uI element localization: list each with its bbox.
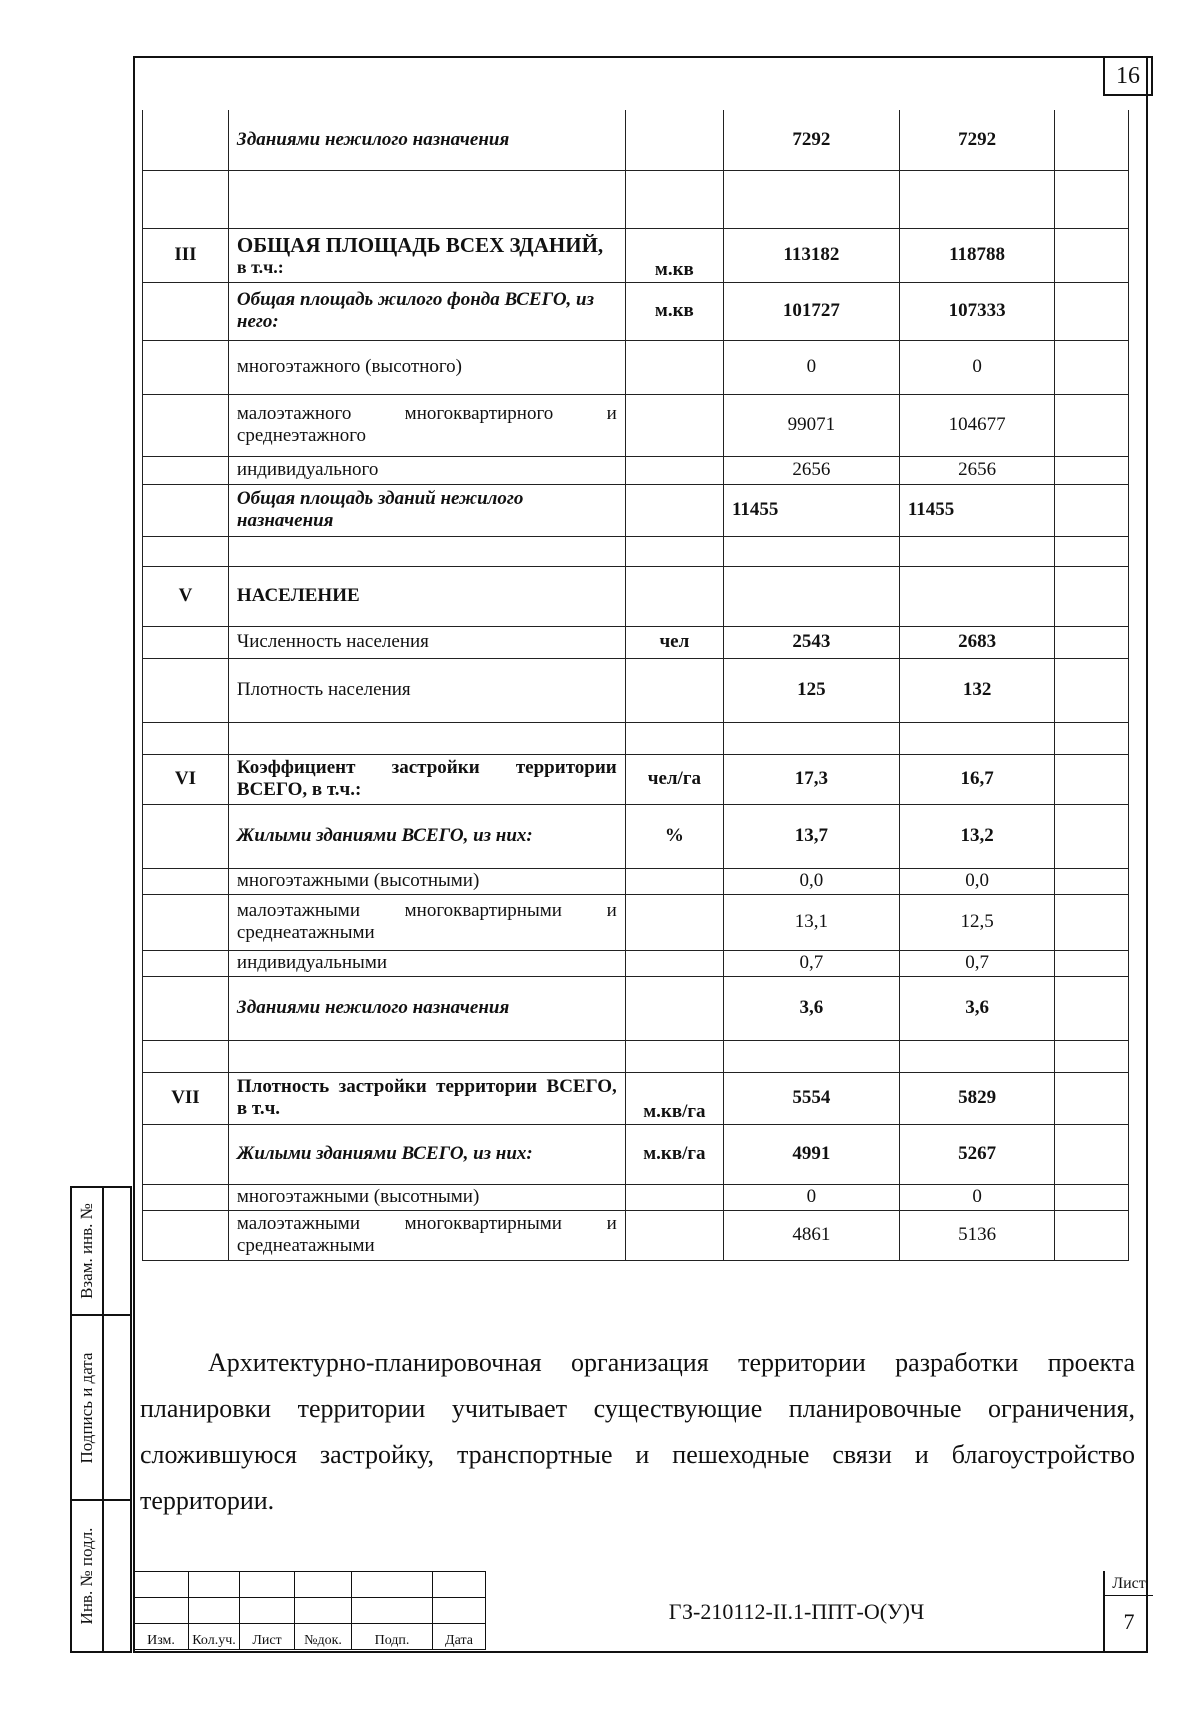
row-label-text: индивидуальными xyxy=(236,952,388,974)
row-label xyxy=(228,394,625,456)
row-unit xyxy=(625,394,723,456)
value-existing xyxy=(723,536,899,566)
value-note xyxy=(1055,804,1129,868)
row-unit xyxy=(625,110,723,170)
row-unit xyxy=(625,566,723,626)
value-design: 11455 xyxy=(899,484,1054,536)
row-unit xyxy=(625,1210,723,1260)
row-label xyxy=(228,228,625,282)
value-note xyxy=(1055,1040,1129,1072)
value-design: 7292 xyxy=(899,110,1054,170)
value-design: 0 xyxy=(899,340,1054,394)
row-label-text: многоэтажными (высотными) xyxy=(236,1186,480,1208)
table-row xyxy=(143,456,1129,484)
row-label xyxy=(228,976,625,1040)
value-existing: 99071 xyxy=(723,394,899,456)
row-label-text: Зданиями нежилого назначения xyxy=(236,128,510,150)
value-design: 5267 xyxy=(899,1124,1054,1184)
row-label xyxy=(228,626,625,658)
row-label-text: Коэффициент застройки территории ВСЕГО, в т.ч.: xyxy=(236,757,617,800)
value-design xyxy=(899,1040,1054,1072)
value-note xyxy=(1055,456,1129,484)
table-row xyxy=(143,894,1129,950)
row-label-text: малоэтажными многоквартирными и среднеатажными xyxy=(236,1213,617,1256)
table-row xyxy=(143,1040,1129,1072)
value-existing xyxy=(723,722,899,754)
table-row xyxy=(143,340,1129,394)
value-note xyxy=(1055,1124,1129,1184)
value-note xyxy=(1055,394,1129,456)
row-label-line1: ОБЩАЯ ПЛОЩАДЬ ВСЕХ ЗДАНИЙ, xyxy=(236,232,604,257)
row-label-text: Общая площадь зданий нежилого назначения xyxy=(236,488,524,531)
table-row xyxy=(143,1210,1129,1260)
value-design xyxy=(899,566,1054,626)
value-design: 118788 xyxy=(899,228,1054,282)
value-existing xyxy=(723,170,899,228)
value-note xyxy=(1055,1210,1129,1260)
row-unit xyxy=(625,950,723,976)
row-number xyxy=(143,340,229,394)
value-design: 5829 xyxy=(899,1072,1054,1124)
table-row xyxy=(143,484,1129,536)
row-unit: чел xyxy=(625,626,723,658)
row-label-line2: в т.ч.: xyxy=(236,256,284,277)
value-design: 5136 xyxy=(899,1210,1054,1260)
row-label xyxy=(228,868,625,894)
table-row xyxy=(143,868,1129,894)
row-label-text: малоэтажными многоквартирными и среднеатажными xyxy=(236,900,617,943)
row-label xyxy=(228,1124,625,1184)
value-design: 104677 xyxy=(899,394,1054,456)
row-unit xyxy=(625,658,723,722)
row-number: III xyxy=(143,228,229,282)
table-row xyxy=(143,976,1129,1040)
row-number xyxy=(143,976,229,1040)
row-unit: % xyxy=(625,804,723,868)
value-design: 0,0 xyxy=(899,868,1054,894)
row-label xyxy=(228,894,625,950)
value-existing: 0,0 xyxy=(723,868,899,894)
value-note xyxy=(1055,868,1129,894)
row-unit: м.кв xyxy=(625,228,723,282)
row-label-text: многоэтажными (высотными) xyxy=(236,870,480,892)
body-paragraph: Архитектурно-планировочная организация территории разработки проекта планировки территории учитывает существующие планировочные ограничения, сложившуюся застройку, транспортные и пешеходные связи и благоустройство территории. xyxy=(140,1348,1135,1515)
row-number: VI xyxy=(143,754,229,804)
value-existing: 113182 xyxy=(723,228,899,282)
row-label xyxy=(228,1184,625,1210)
table-row xyxy=(143,566,1129,626)
stamp-label-sheet: Лист xyxy=(240,1624,295,1650)
value-note xyxy=(1055,484,1129,536)
table-row xyxy=(143,950,1129,976)
row-unit xyxy=(625,976,723,1040)
value-existing: 13,1 xyxy=(723,894,899,950)
title-block xyxy=(133,1571,486,1650)
value-design: 107333 xyxy=(899,282,1054,340)
table-row xyxy=(143,228,1129,282)
row-unit xyxy=(625,170,723,228)
table-row xyxy=(143,626,1129,658)
table-row xyxy=(143,1124,1129,1184)
stamp-label-count: Кол.уч. xyxy=(189,1624,240,1650)
value-note xyxy=(1055,1072,1129,1124)
value-design: 2656 xyxy=(899,456,1054,484)
table-row xyxy=(143,804,1129,868)
table-row xyxy=(143,658,1129,722)
value-existing: 11455 xyxy=(723,484,899,536)
row-number xyxy=(143,110,229,170)
value-existing: 0 xyxy=(723,340,899,394)
value-design xyxy=(899,170,1054,228)
row-unit xyxy=(625,1040,723,1072)
table-row xyxy=(143,1184,1129,1210)
value-existing: 4991 xyxy=(723,1124,899,1184)
table-row xyxy=(143,282,1129,340)
value-note xyxy=(1055,340,1129,394)
row-number xyxy=(143,1124,229,1184)
value-design: 0,7 xyxy=(899,950,1054,976)
value-existing: 17,3 xyxy=(723,754,899,804)
row-number xyxy=(143,536,229,566)
value-note xyxy=(1055,950,1129,976)
row-label xyxy=(228,1210,625,1260)
value-existing: 2543 xyxy=(723,626,899,658)
value-existing xyxy=(723,1040,899,1072)
row-label xyxy=(228,536,625,566)
row-unit xyxy=(625,868,723,894)
value-note xyxy=(1055,754,1129,804)
value-design: 13,2 xyxy=(899,804,1054,868)
row-unit: м.кв/га xyxy=(625,1124,723,1184)
row-unit: м.кв xyxy=(625,282,723,340)
value-existing: 101727 xyxy=(723,282,899,340)
row-label xyxy=(228,754,625,804)
sheet-number: 7 xyxy=(1123,1609,1135,1634)
row-unit xyxy=(625,894,723,950)
value-existing: 13,7 xyxy=(723,804,899,868)
row-label xyxy=(228,340,625,394)
row-label-text: НАСЕЛЕНИЕ xyxy=(236,585,360,607)
row-label xyxy=(228,950,625,976)
row-number xyxy=(143,1184,229,1210)
row-number: VII xyxy=(143,1072,229,1124)
row-label xyxy=(228,456,625,484)
row-unit xyxy=(625,484,723,536)
value-note xyxy=(1055,1184,1129,1210)
side-cell-replace xyxy=(72,1188,130,1316)
value-note xyxy=(1055,282,1129,340)
row-label xyxy=(228,658,625,722)
table-row xyxy=(143,754,1129,804)
side-label-original: Инв. № подл. xyxy=(77,1527,96,1625)
value-existing: 7292 xyxy=(723,110,899,170)
row-label-text: Общая площадь жилого фонда ВСЕГО, из него: xyxy=(236,289,595,332)
stamp-label-sign: Подп. xyxy=(352,1624,433,1650)
row-label-text: Численность населения xyxy=(236,631,429,653)
value-note xyxy=(1055,536,1129,566)
value-note xyxy=(1055,110,1129,170)
document-code: ГЗ-210112-II.1-ППТ-О(У)Ч xyxy=(668,1599,925,1624)
row-label xyxy=(228,110,625,170)
table-row xyxy=(143,722,1129,754)
value-design: 16,7 xyxy=(899,754,1054,804)
value-design: 0 xyxy=(899,1184,1054,1210)
row-number xyxy=(143,804,229,868)
value-design xyxy=(899,722,1054,754)
value-note xyxy=(1055,170,1129,228)
row-unit xyxy=(625,722,723,754)
row-number xyxy=(143,282,229,340)
table-row xyxy=(143,1072,1129,1124)
row-number xyxy=(143,626,229,658)
row-number xyxy=(143,484,229,536)
side-cell-original xyxy=(72,1501,130,1651)
value-note xyxy=(1055,722,1129,754)
sheet-label: Лист xyxy=(1105,1575,1153,1596)
row-number xyxy=(143,658,229,722)
row-unit xyxy=(625,340,723,394)
row-label-text: малоэтажного многоквартирного и среднеэтажного xyxy=(236,403,617,446)
table-row xyxy=(143,110,1129,170)
side-label-replace: Взам. инв. № xyxy=(77,1203,96,1299)
page-number: 16 xyxy=(1103,56,1153,96)
row-unit xyxy=(625,456,723,484)
value-existing: 125 xyxy=(723,658,899,722)
value-existing: 0,7 xyxy=(723,950,899,976)
row-unit: м.кв/га xyxy=(625,1072,723,1124)
side-label-signature: Подпись и дата xyxy=(77,1352,96,1463)
row-label-text: Зданиями нежилого назначения xyxy=(236,997,510,1019)
row-label-text: многоэтажного (высотного) xyxy=(236,356,463,378)
value-note xyxy=(1055,228,1129,282)
row-label-text: Жилыми зданиями ВСЕГО, из них: xyxy=(236,1143,533,1165)
value-existing: 3,6 xyxy=(723,976,899,1040)
row-number xyxy=(143,394,229,456)
value-existing xyxy=(723,566,899,626)
row-label-text: Плотность населения xyxy=(236,679,411,701)
row-number xyxy=(143,170,229,228)
row-label xyxy=(228,804,625,868)
row-unit: чел/га xyxy=(625,754,723,804)
table-row xyxy=(143,536,1129,566)
side-cell-signature xyxy=(72,1316,130,1501)
indicators-table xyxy=(142,110,1129,1261)
row-number: V xyxy=(143,566,229,626)
row-label-text: Жилыми зданиями ВСЕГО, из них: xyxy=(236,825,533,847)
value-design: 3,6 xyxy=(899,976,1054,1040)
row-number xyxy=(143,456,229,484)
value-design: 12,5 xyxy=(899,894,1054,950)
table-row xyxy=(143,394,1129,456)
row-unit xyxy=(625,1184,723,1210)
value-existing: 5554 xyxy=(723,1072,899,1124)
value-note xyxy=(1055,566,1129,626)
row-number xyxy=(143,722,229,754)
value-note xyxy=(1055,976,1129,1040)
row-label xyxy=(228,566,625,626)
sheet-box xyxy=(1103,1571,1153,1653)
row-label xyxy=(228,722,625,754)
row-label xyxy=(228,282,625,340)
side-stamp xyxy=(70,1186,132,1653)
stamp-label-docnum: №док. xyxy=(295,1624,352,1650)
value-note xyxy=(1055,658,1129,722)
row-number xyxy=(143,1040,229,1072)
row-label-text: Плотность застройки территории ВСЕГО, в т.ч. xyxy=(236,1076,617,1119)
value-existing: 0 xyxy=(723,1184,899,1210)
table-row xyxy=(143,170,1129,228)
row-label xyxy=(228,484,625,536)
row-number xyxy=(143,950,229,976)
stamp-label-change: Изм. xyxy=(134,1624,189,1650)
row-label xyxy=(228,1072,625,1124)
value-existing: 4861 xyxy=(723,1210,899,1260)
value-design: 132 xyxy=(899,658,1054,722)
row-label xyxy=(228,170,625,228)
value-existing: 2656 xyxy=(723,456,899,484)
row-number xyxy=(143,1210,229,1260)
row-label-text: индивидуального xyxy=(236,459,379,481)
row-number xyxy=(143,868,229,894)
stamp-label-date: Дата xyxy=(433,1624,486,1650)
row-number xyxy=(143,894,229,950)
value-note xyxy=(1055,626,1129,658)
row-unit xyxy=(625,536,723,566)
value-design xyxy=(899,536,1054,566)
value-note xyxy=(1055,894,1129,950)
row-label xyxy=(228,1040,625,1072)
value-design: 2683 xyxy=(899,626,1054,658)
